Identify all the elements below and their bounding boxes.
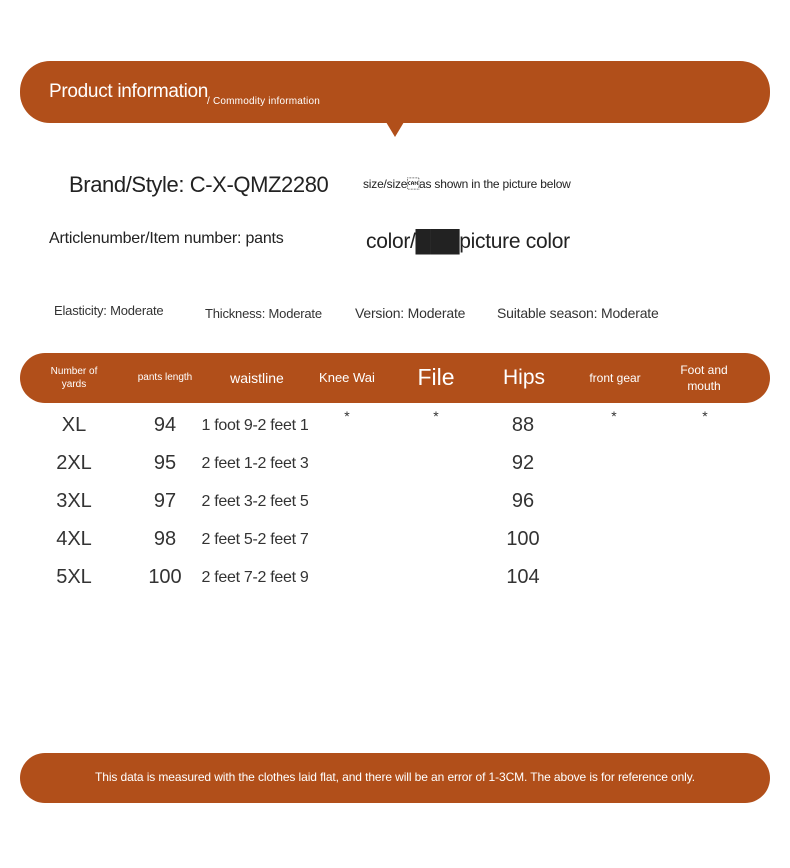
cell-waist: 2 feet 7-2 feet 9 [201, 569, 309, 586]
header-file: File [417, 364, 455, 391]
brand-style: Brand/Style: C-X-QMZ2280 [69, 172, 329, 197]
cell-length: 95 [153, 452, 177, 474]
table-row [20, 408, 770, 450]
cell-front-gear: * [611, 408, 617, 424]
cell-knee: * [344, 408, 350, 424]
cell-hips: 100 [506, 528, 540, 550]
header-foot-and-mouth: Foot and mouth [680, 362, 728, 393]
cell-hips: 104 [506, 566, 540, 588]
cell-hips: 88 [511, 414, 535, 436]
cell-length: 97 [153, 490, 177, 512]
cell-size: 3XL [56, 490, 92, 512]
product-info-banner [20, 61, 770, 123]
attribute-version: Version: Moderate [355, 305, 466, 321]
header-pants-length: pants length [137, 372, 193, 384]
table-row [20, 488, 770, 526]
cell-size: XL [61, 414, 87, 436]
cell-size: 2XL [56, 452, 92, 474]
banner-pointer-arrow [386, 122, 404, 137]
cell-waist: 2 feet 3-2 feet 5 [201, 493, 309, 510]
measurement-note: This data is measured with the clothes laid flat, and there will be an error of 1-3CM. The above is for reference only. [95, 770, 695, 784]
article-number: Articlenumber/Item number: pants [49, 230, 284, 247]
attribute-season: Suitable season: Moderate [497, 305, 659, 321]
color-info: color/███picture color [366, 230, 570, 253]
table-row [20, 526, 770, 564]
attribute-thickness: Thickness: Moderate [205, 306, 322, 321]
attribute-elasticity: Elasticity: Moderate [54, 303, 164, 318]
header-waistline: waistline [230, 369, 284, 386]
cell-foot-mouth: * [702, 408, 708, 424]
cell-length: 100 [148, 566, 182, 588]
table-row [20, 564, 770, 602]
cell-waist: 1 foot 9-2 feet 1 [201, 417, 309, 434]
table-row [20, 450, 770, 488]
cell-hips: 92 [511, 452, 535, 474]
header-knee-wai: Knee Wai [319, 370, 375, 386]
size-info: size/sizeas shown in the picture below [363, 177, 571, 191]
size-table-header [20, 353, 770, 403]
header-number-of-yards: Number of yards [50, 365, 98, 390]
cell-size: 5XL [56, 566, 92, 588]
cell-file: * [433, 408, 439, 424]
cell-waist: 2 feet 1-2 feet 3 [201, 455, 309, 472]
header-hips: Hips [502, 365, 545, 389]
measurement-note-banner [20, 753, 770, 803]
cell-length: 94 [153, 414, 177, 436]
header-front-gear: front gear [589, 370, 641, 385]
cell-waist: 2 feet 5-2 feet 7 [201, 531, 309, 548]
product-info-title: Product information [49, 81, 209, 102]
cell-hips: 96 [511, 490, 535, 512]
cell-length: 98 [153, 528, 177, 550]
cell-size: 4XL [56, 528, 92, 550]
commodity-info-subtitle: / Commodity information [207, 96, 320, 107]
